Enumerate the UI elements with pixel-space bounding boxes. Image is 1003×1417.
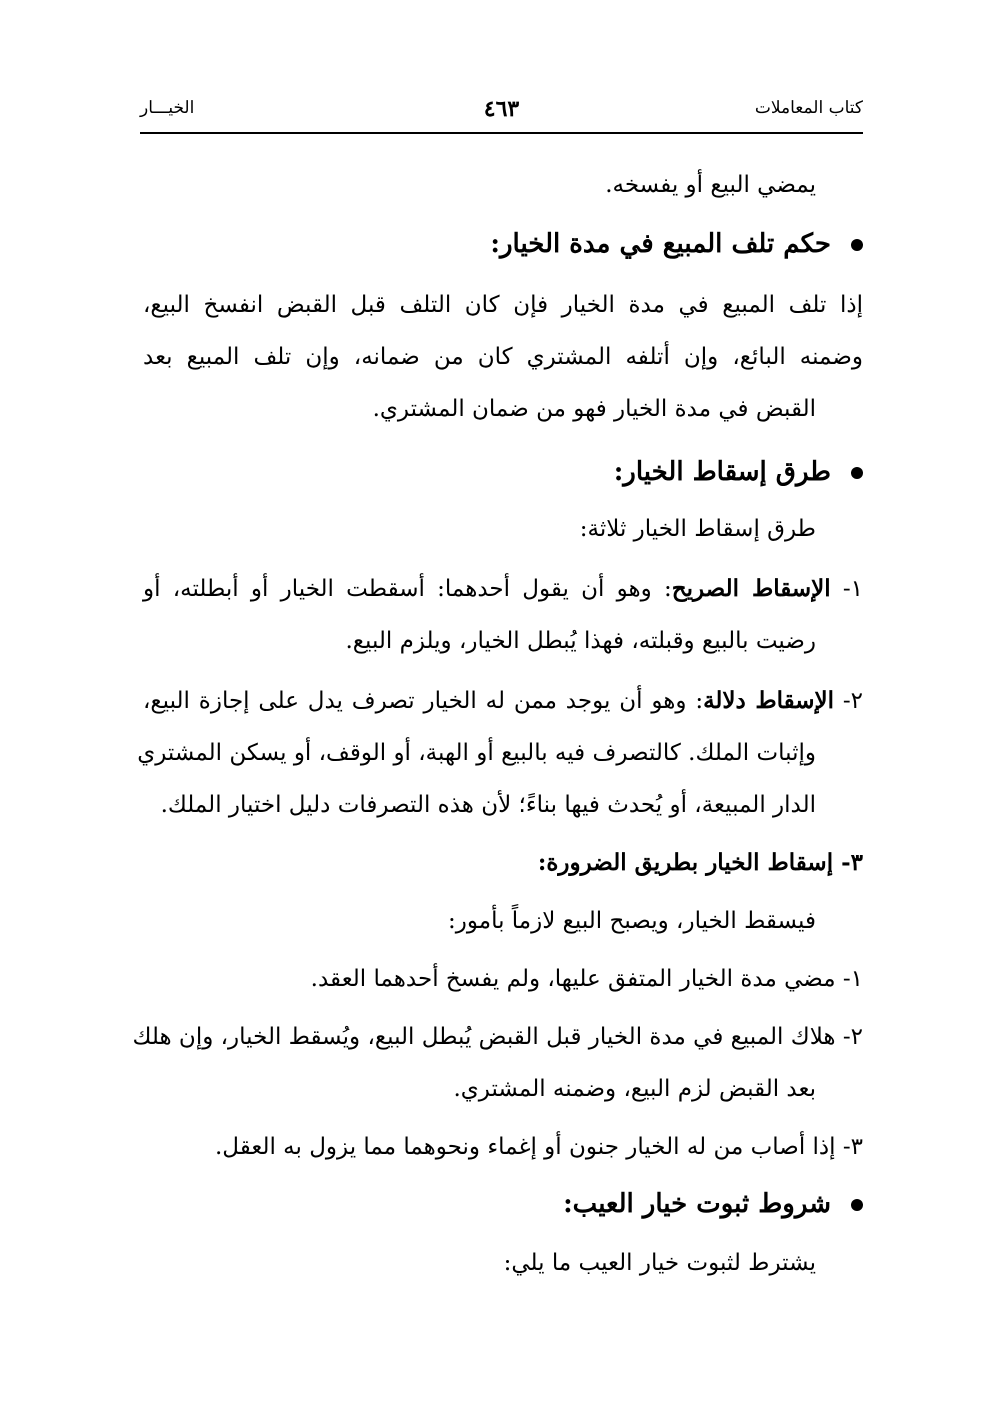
section-heading: [614, 454, 863, 490]
text-line: يمضي البيع أو يفسخه.: [605, 172, 816, 198]
paragraph-line: إذا تلف المبيع في مدة الخيار فإن كان التلف قبل القبض انفسخ البيع،: [143, 292, 863, 318]
list-item-line: وإثبات الملك. كالتصرف فيه بالبيع أو الهبة، أو الوقف، أو يسكن المشتري: [137, 740, 816, 766]
list-item-line: رضيت بالبيع وقبلته، فهذا يُبطل الخيار، ويلزم البيع.: [345, 628, 816, 654]
item-term: الإسقاط دلالة: [703, 687, 835, 714]
item-text: : وهو أن يوجد ممن له الخيار تصرف يدل على إجازة البيع،: [143, 688, 704, 714]
item-number: ١-: [842, 576, 864, 602]
chapter-title: الخيـــار: [140, 98, 195, 118]
heading-text: طرق إسقاط الخيار:: [613, 457, 831, 487]
subsection-heading: ٣- إسقاط الخيار بطريق الضرورة:: [537, 849, 863, 876]
book-title: كتاب المعاملات: [754, 98, 863, 118]
section-heading: [490, 226, 863, 262]
item-term: الإسقاط الصريح: [671, 575, 831, 602]
list-item-line: بعد القبض لزم البيع، وضمنه المشتري.: [453, 1076, 816, 1102]
paragraph-line: يشترط لثبوت خيار العيب ما يلي:: [503, 1250, 816, 1276]
list-item-line: ١- مضي مدة الخيار المتفق عليها، ولم يفسخ أحدهما العقد.: [310, 966, 863, 992]
page-number: ٤٦٣: [483, 96, 520, 122]
bullet-icon: [851, 467, 863, 479]
list-item-line: الدار المبيعة، أو يُحدث فيها بناءً؛ لأن هذه التصرفات دليل اختيار الملك.: [160, 792, 816, 818]
list-item-line: ٣- إذا أصاب من له الخيار جنون أو إغماء ونحوهما مما يزول به العقل.: [214, 1134, 863, 1160]
item-text: : وهو أن يقول أحدهما: أسقطت الخيار أو أبطلته، أو: [143, 576, 672, 602]
running-header: [140, 96, 863, 134]
bullet-icon: [851, 239, 863, 251]
paragraph-line: طرق إسقاط الخيار ثلاثة:: [579, 516, 816, 542]
list-item-line: [143, 684, 863, 718]
heading-text: حكم تلف المبيع في مدة الخيار:: [490, 229, 831, 259]
paragraph-line: فيسقط الخيار، ويصبح البيع لازماً بأمور:: [448, 908, 816, 934]
heading-text: شروط ثبوت خيار العيب:: [563, 1189, 831, 1219]
paragraph-line: القبض في مدة الخيار فهو من ضمان المشتري.: [372, 396, 816, 422]
list-item-line: [143, 572, 863, 606]
paragraph-line: وضمنه البائع، وإن أتلفه المشتري كان من ضمانه، وإن تلف المبيع بعد: [143, 344, 863, 370]
section-heading: [563, 1186, 863, 1222]
list-item-line: ٢- هلاك المبيع في مدة الخيار قبل القبض يُبطل البيع، ويُسقط الخيار، وإن هلك: [132, 1024, 863, 1050]
bullet-icon: [851, 1199, 863, 1211]
item-number: ٢-: [842, 688, 864, 714]
